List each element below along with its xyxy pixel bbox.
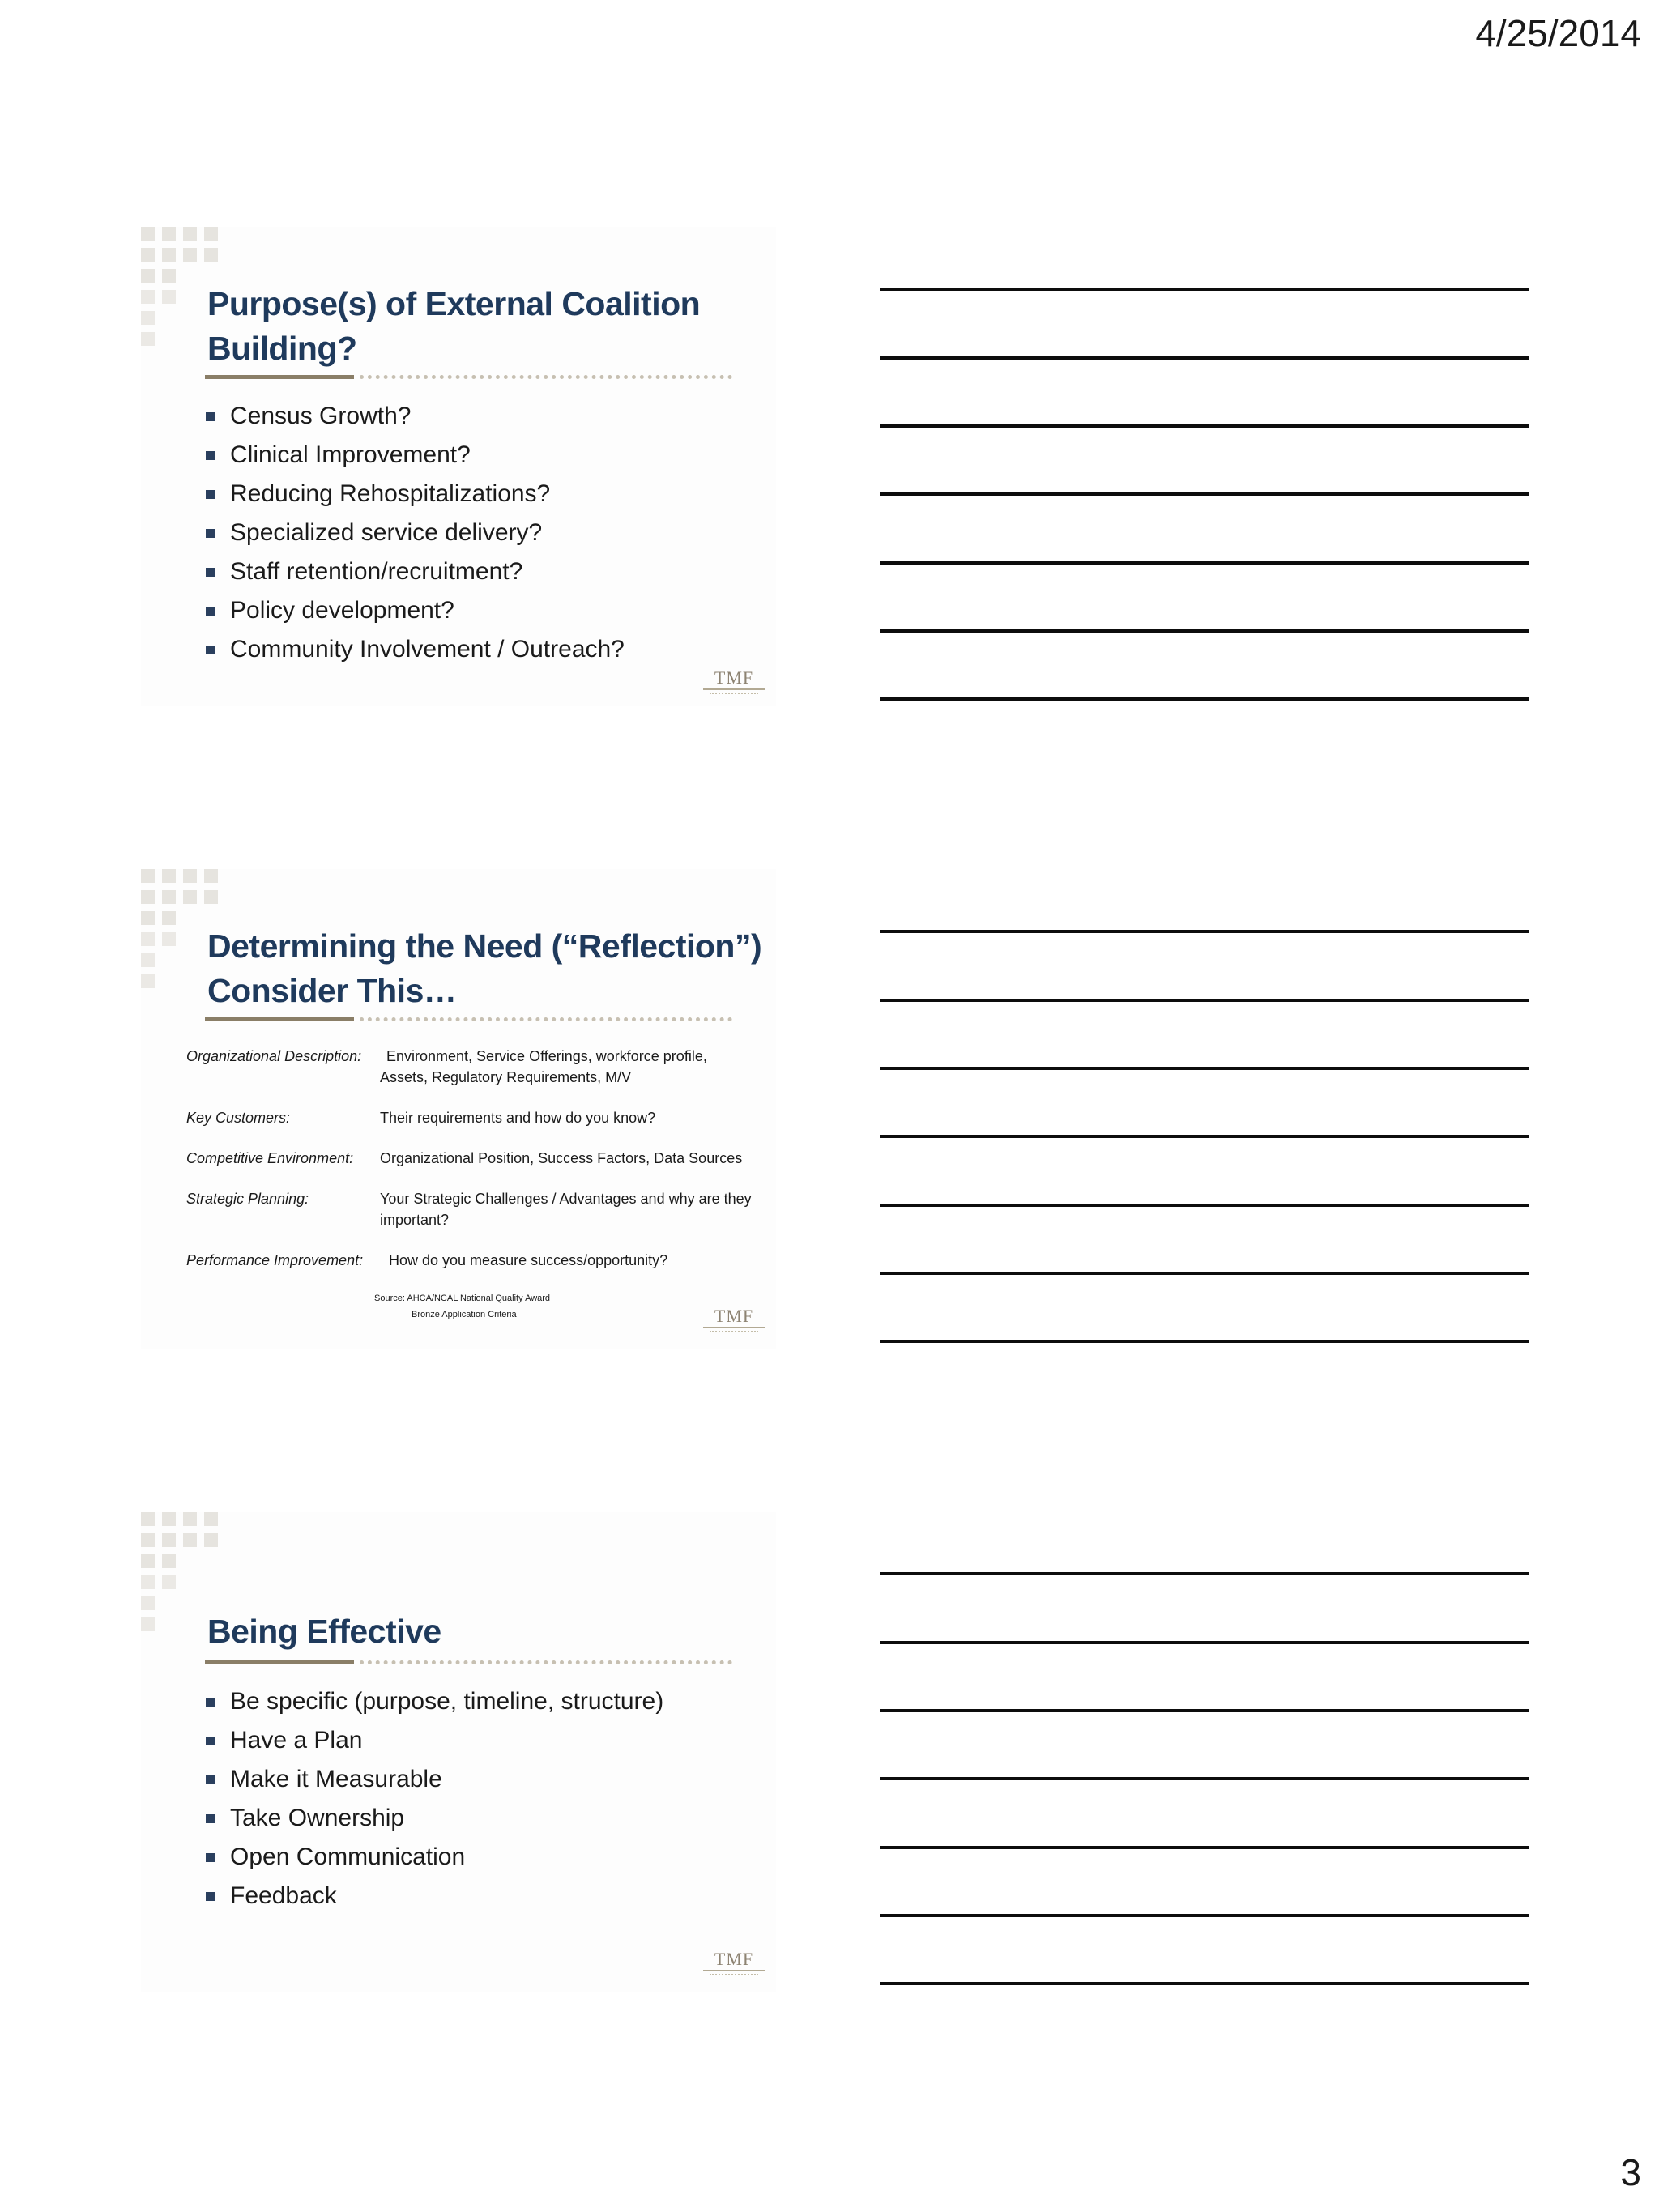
- bullet-list: [206, 397, 625, 669]
- page-number: 3: [1620, 2151, 1641, 2193]
- notes-line: [880, 424, 1529, 428]
- list-item: Staff retention/recruitment?: [206, 552, 625, 591]
- notes-line: [880, 288, 1529, 291]
- list-item: Clinical Improvement?: [206, 436, 625, 475]
- slide-title: Purpose(s) of External Coalition Building?: [207, 285, 701, 367]
- tmf-logo: TMF: [702, 668, 766, 699]
- notes-line: [880, 1709, 1529, 1712]
- header-date: 4/25/2014: [1475, 12, 1641, 54]
- slide-determining-need: [141, 869, 776, 1349]
- notes-line: [880, 999, 1529, 1002]
- notes-line: [880, 1204, 1529, 1207]
- notes-line: [880, 1641, 1529, 1644]
- table-row: Key Customers: Their requirements and how do you know?: [186, 1110, 656, 1126]
- list-item: Open Communication: [206, 1838, 663, 1877]
- table-row: Performance Improvement: How do you measure success/opportunity?: [186, 1252, 668, 1268]
- decorative-grid: [141, 869, 218, 988]
- notes-line: [880, 1572, 1529, 1575]
- list-item: Policy development?: [206, 591, 625, 630]
- description-table: [186, 1046, 770, 1290]
- list-item: Community Involvement / Outreach?: [206, 630, 625, 669]
- notes-line: [880, 1777, 1529, 1780]
- title-dots: [360, 375, 732, 379]
- title-rule: [205, 1017, 354, 1021]
- source-note: Source: AHCA/NCAL National Quality Award Bronze Application Criteria: [374, 1294, 551, 1319]
- decorative-grid: [141, 227, 218, 346]
- slide-title: Being Effective: [207, 1613, 441, 1650]
- list-item: Have a Plan: [206, 1721, 663, 1760]
- title-dots: [360, 1660, 732, 1664]
- title-rule: [205, 1660, 354, 1664]
- title-dots: [360, 1017, 732, 1021]
- list-item: Take Ownership: [206, 1799, 663, 1838]
- table-row: Organizational Description: Environment, Service Offerings, workforce profile, Assets, Regulatory Requirements, M/V: [186, 1048, 707, 1085]
- list-item: Be specific (purpose, timeline, structure): [206, 1682, 663, 1721]
- slide-being-effective: [141, 1512, 776, 1992]
- slide-title: Determining the Need (“Reflection”) Consider This…: [207, 927, 762, 1009]
- decorative-grid: [141, 1512, 218, 1631]
- notes-line: [880, 1067, 1529, 1070]
- list-item: Make it Measurable: [206, 1760, 663, 1799]
- list-item: Census Growth?: [206, 397, 625, 436]
- notes-line: [880, 1982, 1529, 1985]
- tmf-logo: TMF: [702, 1306, 766, 1337]
- title-rule: [205, 375, 354, 379]
- bullet-list: [206, 1682, 663, 1916]
- notes-line: [880, 1135, 1529, 1138]
- notes-line: [880, 1914, 1529, 1917]
- notes-line: [880, 1272, 1529, 1275]
- notes-line: [880, 697, 1529, 701]
- notes-line: [880, 629, 1529, 633]
- notes-line: [880, 561, 1529, 565]
- list-item: Feedback: [206, 1877, 663, 1916]
- slide-purpose: [141, 227, 776, 706]
- list-item: Specialized service delivery?: [206, 514, 625, 552]
- list-item: Reducing Rehospitalizations?: [206, 475, 625, 514]
- notes-line: [880, 930, 1529, 933]
- notes-line: [880, 1340, 1529, 1343]
- table-row: Strategic Planning: Your Strategic Challenges / Advantages and why are they important?: [186, 1191, 752, 1228]
- tmf-logo: TMF: [702, 1950, 766, 1980]
- notes-line: [880, 356, 1529, 360]
- notes-line: [880, 1846, 1529, 1849]
- notes-line: [880, 492, 1529, 496]
- table-row: Competitive Environment: Organizational Position, Success Factors, Data Sources: [186, 1150, 743, 1166]
